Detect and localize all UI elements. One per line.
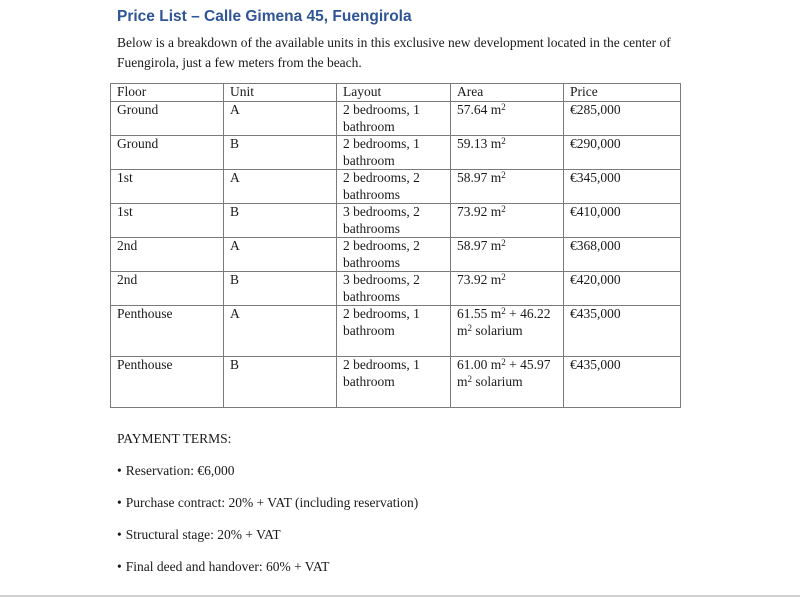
cell-unit: B — [224, 136, 337, 170]
list-item — [117, 462, 418, 480]
bullet-icon: • — [117, 559, 122, 574]
superscript-two: 2 — [501, 306, 506, 316]
list-item — [117, 558, 418, 576]
superscript-two: 2 — [501, 238, 506, 248]
table-header-row — [111, 84, 681, 102]
cell-layout: 2 bedrooms, 2 bathrooms — [337, 170, 451, 204]
column-header-unit: Unit — [224, 84, 337, 102]
cell-area: 58.97 $m^2$ — [451, 238, 564, 272]
cell-layout: 3 bedrooms, 2 bathrooms — [337, 204, 451, 238]
cell-price: €410,000 — [564, 204, 681, 238]
cell-price: €285,000 — [564, 102, 681, 136]
cell-price: €420,000 — [564, 272, 681, 306]
page-title: Price List – Calle Gimena 45, Fuengirola — [117, 8, 412, 25]
superscript-two: 2 — [467, 373, 473, 384]
payment-terms-list — [117, 462, 418, 576]
bullet-icon: • — [117, 527, 122, 542]
table-row — [111, 306, 681, 357]
bullet-icon: • — [117, 495, 122, 510]
cell-area: 61.55 $m^2 + 46.22$ $m^2$ solarium — [451, 306, 564, 357]
cell-area: 73.92 $m^2$ — [451, 272, 564, 306]
payment-term-text: Purchase contract: 20% + VAT (including reservation) — [125, 495, 419, 510]
superscript-two: 2 — [501, 204, 506, 214]
cell-unit: A — [224, 102, 337, 136]
cell-floor: 1st — [111, 170, 224, 204]
cell-unit: A — [224, 238, 337, 272]
cell-layout: 3 bedrooms, 2 bathrooms — [337, 272, 451, 306]
cell-floor: Ground — [111, 136, 224, 170]
cell-unit: B — [224, 204, 337, 238]
cell-price: €290,000 — [564, 136, 681, 170]
cell-price: €345,000 — [564, 170, 681, 204]
payment-terms — [117, 430, 418, 576]
superscript-two: 2 — [467, 322, 473, 333]
table-row — [111, 204, 681, 238]
superscript-two: 2 — [501, 357, 506, 367]
cell-floor: Penthouse — [111, 306, 224, 357]
table-row — [111, 238, 681, 272]
cell-price: €368,000 — [564, 238, 681, 272]
list-item — [117, 494, 418, 512]
superscript-two: 2 — [501, 136, 506, 146]
superscript-two: 2 — [501, 170, 506, 180]
cell-price: €435,000 — [564, 306, 681, 357]
table-row — [111, 170, 681, 204]
column-header-floor: Floor — [111, 84, 224, 102]
column-header-price: Price — [564, 84, 681, 102]
cell-area: 61.00 $m^2 + 45.97$ $m^2$ solarium — [451, 357, 564, 408]
cell-area: 58.97 $m^2$ — [451, 170, 564, 204]
cell-area: 57.64 $m^2$ — [451, 102, 564, 136]
cell-price: €435,000 — [564, 357, 681, 408]
payment-term-text: Reservation: €6,000 — [125, 463, 235, 478]
payment-terms-title: PAYMENT TERMS: — [117, 431, 232, 446]
cell-layout: 2 bedrooms, 1 bathroom — [337, 306, 451, 357]
cell-floor: Ground — [111, 102, 224, 136]
intro-paragraph: Below is a breakdown of the available units in this exclusive new development located in the center of Fuengirola, just a few meters from the beach. — [117, 35, 671, 70]
cell-unit: A — [224, 170, 337, 204]
cell-floor: 1st — [111, 204, 224, 238]
cell-unit: A — [224, 306, 337, 357]
payment-term-text: Final deed and handover: 60% + VAT — [125, 559, 330, 574]
cell-unit: B — [224, 272, 337, 306]
payment-term-text: Structural stage: 20% + VAT — [125, 527, 281, 542]
price-table — [110, 83, 681, 408]
cell-unit: B — [224, 357, 337, 408]
cell-floor: 2nd — [111, 238, 224, 272]
bullet-icon: • — [117, 463, 122, 478]
table-row — [111, 272, 681, 306]
table-row — [111, 102, 681, 136]
column-header-layout: Layout — [337, 84, 451, 102]
column-header-area: Area — [451, 84, 564, 102]
table-row — [111, 136, 681, 170]
cell-layout: 2 bedrooms, 2 bathrooms — [337, 238, 451, 272]
cell-floor: Penthouse — [111, 357, 224, 408]
superscript-two: 2 — [501, 102, 506, 112]
cell-area: 73.92 $m^2$ — [451, 204, 564, 238]
cell-layout: 2 bedrooms, 1 bathroom — [337, 102, 451, 136]
list-item — [117, 526, 418, 544]
cell-floor: 2nd — [111, 272, 224, 306]
cell-layout: 2 bedrooms, 1 bathroom — [337, 136, 451, 170]
table-row — [111, 357, 681, 408]
cell-area: 59.13 $m^2$ — [451, 136, 564, 170]
cell-layout: 2 bedrooms, 1 bathroom — [337, 357, 451, 408]
superscript-two: 2 — [501, 272, 506, 282]
document-header — [117, 6, 717, 73]
